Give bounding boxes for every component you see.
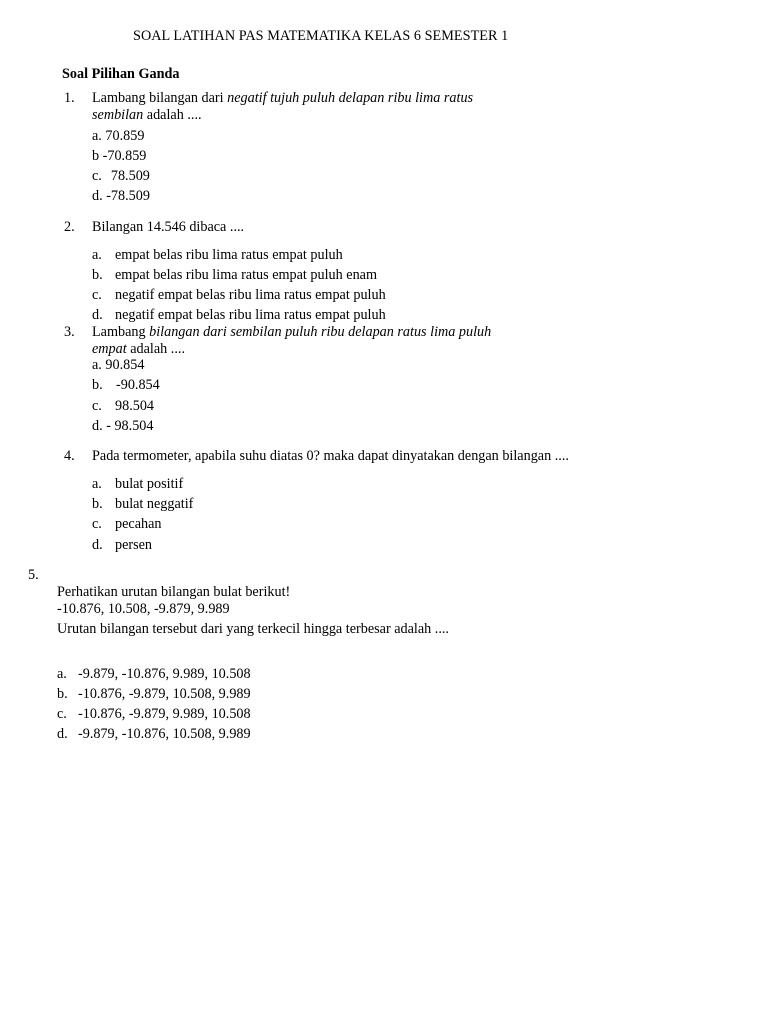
- option-text: -90.854: [116, 377, 160, 393]
- question-3-text-italic: bilangan dari sembilan puluh ribu delapan ratus lima puluh: [149, 324, 492, 340]
- question-1-option-b: [92, 148, 146, 164]
- question-4-text: Pada termometer, apabila suhu diatas 0? maka dapat dinyatakan dengan bilangan ....: [92, 448, 569, 464]
- question-3-text-plain: Lambang: [92, 324, 150, 340]
- question-5-text-line-1: Perhatikan urutan bilangan bulat berikut!: [57, 584, 291, 600]
- question-5-option-a: [57, 666, 251, 682]
- question-3-number: 3.: [64, 324, 75, 340]
- question-1-number: 1.: [64, 90, 75, 106]
- question-1-option-d: [92, 188, 150, 204]
- option-text: -9.879, -10.876, 10.508, 9.989: [78, 726, 251, 742]
- question-1-option-c: [92, 168, 150, 184]
- option-text: -9.879, -10.876, 9.989, 10.508: [78, 666, 251, 682]
- option-marker: c.: [92, 398, 102, 414]
- question-4-option-c: [92, 516, 161, 532]
- option-marker: b.: [92, 267, 103, 283]
- option-text: negatif empat belas ribu lima ratus empat puluh: [115, 307, 386, 323]
- option-marker: d.: [92, 418, 103, 434]
- question-4-option-d: [92, 537, 152, 553]
- question-5-option-d: [57, 726, 251, 742]
- question-1-text-italic: negatif tujuh puluh delapan ribu lima ratus: [227, 90, 474, 106]
- option-text: -78.509: [106, 188, 150, 204]
- question-2-text: Bilangan 14.546 dibaca ....: [92, 219, 245, 235]
- option-text: 90.854: [105, 357, 145, 373]
- option-text: empat belas ribu lima ratus empat puluh: [115, 247, 343, 263]
- option-text: - 98.504: [106, 418, 154, 434]
- question-3-text-tail: adalah ....: [126, 341, 185, 357]
- option-marker: a.: [92, 357, 102, 373]
- question-1-option-a: [92, 128, 144, 144]
- question-4-number: 4.: [64, 448, 75, 464]
- option-text: -10.876, -9.879, 9.989, 10.508: [78, 706, 251, 722]
- option-marker: c.: [92, 287, 102, 303]
- option-text: 78.509: [110, 168, 150, 184]
- option-text: -10.876, -9.879, 10.508, 9.989: [78, 686, 251, 702]
- question-1-text-plain: Lambang bilangan dari: [92, 90, 228, 106]
- question-1-text-line-1: [92, 90, 473, 106]
- option-marker: c.: [92, 168, 102, 184]
- option-marker: d.: [92, 307, 103, 323]
- option-marker: c.: [57, 706, 67, 722]
- question-4-option-b: [92, 496, 193, 512]
- question-3-option-c: [92, 398, 154, 414]
- question-5-text-line-3: Urutan bilangan tersebut dari yang terkecil hingga terbesar adalah ....: [57, 621, 449, 637]
- question-1-text-italic-2: sembilan: [92, 107, 144, 123]
- section-heading: Soal Pilihan Ganda: [62, 66, 180, 82]
- option-marker: d.: [92, 537, 103, 553]
- option-text: bulat positif: [115, 476, 184, 492]
- question-2-number: 2.: [64, 219, 75, 235]
- option-text: -70.859: [102, 148, 147, 164]
- question-3-text-italic-2: empat: [92, 341, 127, 357]
- option-marker: a.: [92, 128, 102, 144]
- question-3-text-line-1: [92, 324, 491, 340]
- option-text: 70.859: [105, 128, 145, 144]
- option-marker: c.: [92, 516, 102, 532]
- option-text: persen: [115, 537, 153, 553]
- option-text: pecahan: [115, 516, 162, 532]
- question-2-option-c: [92, 287, 386, 303]
- option-marker: b.: [57, 686, 68, 702]
- question-3-option-d: [92, 418, 153, 434]
- question-3-option-a: [92, 357, 144, 373]
- question-1-text-tail: adalah ....: [143, 107, 202, 123]
- option-text: bulat neggatif: [115, 496, 194, 512]
- question-5-option-b: [57, 686, 251, 702]
- option-marker: b.: [92, 377, 103, 393]
- question-5-option-c: [57, 706, 251, 722]
- option-marker: d.: [92, 188, 103, 204]
- option-text: 98.504: [115, 398, 155, 414]
- question-5-number: 5.: [28, 567, 39, 583]
- document-title: SOAL LATIHAN PAS MATEMATIKA KELAS 6 SEMESTER 1: [133, 28, 509, 44]
- option-marker: a.: [92, 247, 102, 263]
- option-marker: b.: [92, 496, 103, 512]
- option-marker: b: [92, 148, 100, 164]
- option-marker: a.: [92, 476, 102, 492]
- question-5-number-sequence: -10.876, 10.508, -9.879, 9.989: [57, 601, 230, 617]
- question-2-option-b: [92, 267, 377, 283]
- option-text: negatif empat belas ribu lima ratus empat puluh: [115, 287, 386, 303]
- option-text: empat belas ribu lima ratus empat puluh enam: [115, 267, 377, 283]
- question-1-text-line-2: [92, 107, 202, 123]
- option-marker: a.: [57, 666, 67, 682]
- question-4-option-a: [92, 476, 183, 492]
- option-marker: d.: [57, 726, 68, 742]
- question-2-option-d: [92, 307, 386, 323]
- question-3-text-line-2: [92, 341, 185, 357]
- question-2-option-a: [92, 247, 343, 263]
- question-3-option-b: [92, 377, 160, 393]
